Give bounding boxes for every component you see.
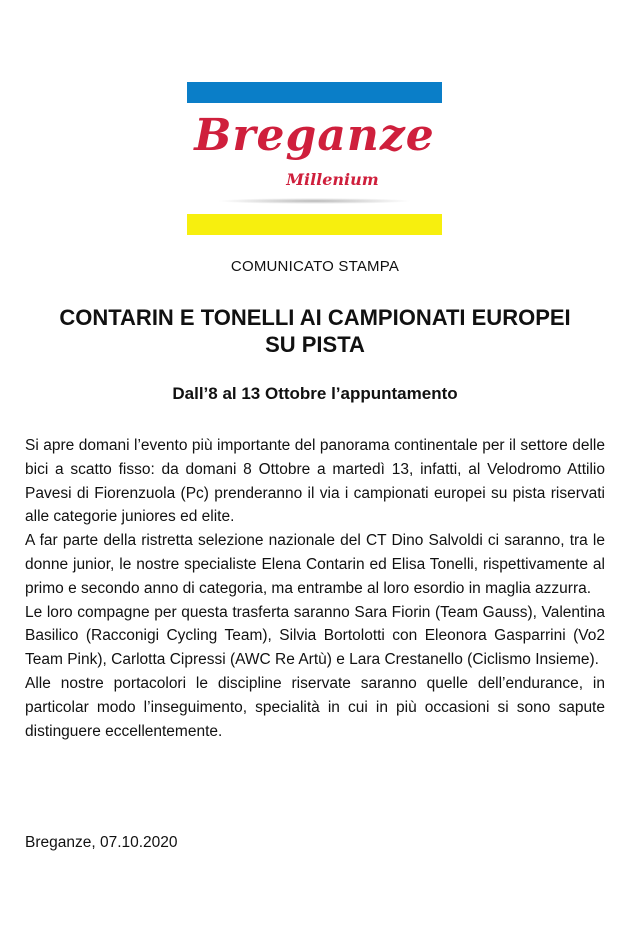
paragraph: Alle nostre portacolori le discipline riservate saranno quelle dell’endurance, in particolar modo l’inseguimento, specialità in cui in più occasioni si sono sapute distinguere eccellentemente.: [25, 674, 605, 740]
article-body: [25, 434, 605, 743]
logo-blue-bar: [187, 82, 442, 103]
dateline: Breganze, 07.10.2020: [25, 834, 178, 851]
headline: [20, 304, 610, 358]
paragraph: A far parte della ristretta selezione nazionale del CT Dino Salvoldi ci saranno, tra le donne junior, le nostre specialiste Elena Contarin ed Elisa Tonelli, rispettivamente al primo e secondo anno di categoria, ma entrambe al loro esordio in maglia azzurra.: [25, 532, 605, 597]
press-release-label: COMUNICATO STAMPA: [230, 258, 400, 275]
subheadline: Dall’8 al 13 Ottobre l’appuntamento: [172, 384, 458, 403]
paragraph: Le loro compagne per questa trasferta saranno Sara Fiorin (Team Gauss), Valentina Basilico (Racconigi Cycling Team), Silvia Bortolotti con Eleonora Gasparrini (Vo2 Team Pink), Carlotta Cipressi (AWC Re Artù) e Lara Crestanello (Ciclismo Insieme).: [25, 603, 605, 669]
paragraph: Si apre domani l’evento più importante del panorama continentale per il settore delle bici a scatto fisso: da domani 8 Ottobre a martedì 13, infatti, al Velodromo Attilio Pavesi di Fiorenzuola (Pc) prenderanno il via i campionati europei su pista riservati alle categorie juniores ed elite.: [25, 437, 605, 526]
logo-subtitle: Millenium: [286, 170, 379, 189]
breganze-millenium-logo: [187, 82, 442, 234]
headline-line-2: SU PISTA: [265, 332, 365, 357]
logo-shadow: [217, 198, 412, 204]
headline-line-1: CONTARIN E TONELLI AI CAMPIONATI EUROPEI: [59, 305, 571, 330]
logo-yellow-bar: [187, 214, 442, 235]
logo-name: Breganze: [194, 110, 435, 161]
